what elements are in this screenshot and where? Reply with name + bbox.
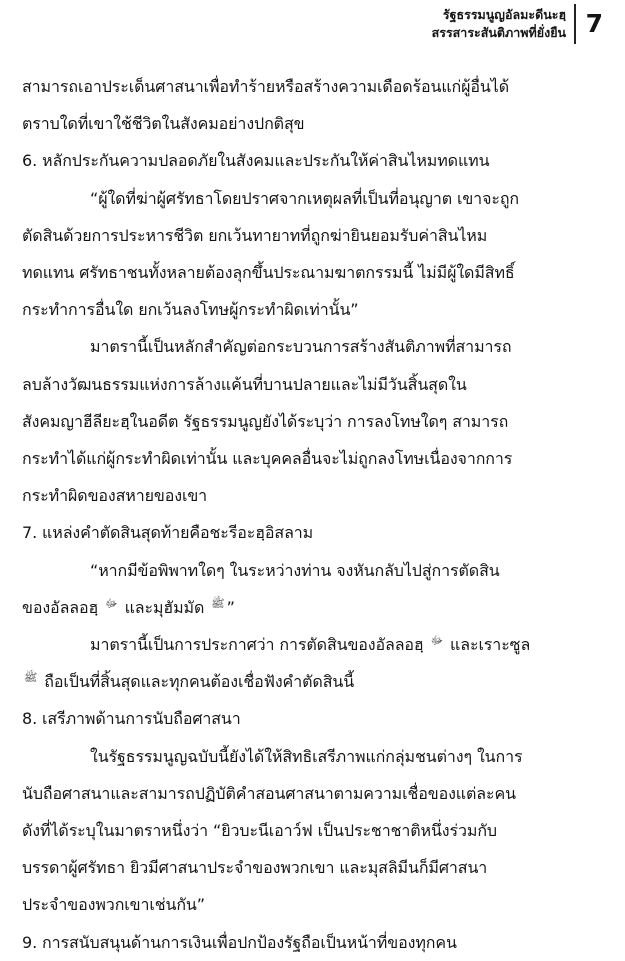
quote-line: ทดแทน ศรัทธาชนทั้งหลายต้องลุกขึ้นประณามฆาตกรรมนี้ ไม่มีผู้ใดมีสิทธิ์ <box>22 263 515 283</box>
header-line-1: รัฐธรรมนูญอัลมะดีนะฮฺ <box>442 7 567 22</box>
header-line-2: สรรสาระสันติภาพที่ยั่งยืน <box>431 25 567 40</box>
paragraph-line: กระทำผิดของสหายของเขา <box>22 486 208 506</box>
paragraph-line: กระทำได้แก่ผู้กระทำผิดเท่านั้น และบุคคลอื่นจะไม่ถูกลงโทษเนื่องจากการ <box>22 449 513 469</box>
paragraph-text: ถือเป็นที่สิ้นสุดและทุกคนต้องเชื่อฟังคำตัดสินนี้ <box>44 672 355 692</box>
paragraph-line: สังคมญาฮีลียะฮฺในอดีต รัฐธรรมนูญยังได้ระบุว่า การลงโทษใดๆ สามารถ <box>22 411 509 431</box>
section-heading-6: 6. หลักประกันความปลอดภัยในสังคมและประกันให้ค่าสินไหมทดแทน <box>22 151 490 171</box>
paragraph-line: บรรดาผู้ศรัทธา ยิวมีศาสนาประจำของพวกเขา และมุสลิมีนก็มีศาสนา <box>22 858 488 878</box>
quote-text: ของอัลลอฮฺ <box>22 597 99 617</box>
honorific-saw-icon: ﷺ <box>24 671 38 685</box>
page-body <box>22 68 603 961</box>
paragraph-line: ตราบใดที่เขาใช้ชีวิตในสังคมอย่างปกติสุข <box>22 114 305 134</box>
quote-line: “หากมีข้อพิพาทใดๆ ในระหว่างท่าน จงหันกลับไปสู่การตัดสิน <box>90 560 500 580</box>
quote-line: “ผู้ใดที่ฆ่าผู้ศรัทธาโดยปราศจากเหตุผลที่เป็นที่อนุญาต เขาจะถูก <box>90 188 520 208</box>
paragraph-text: มาตรานี้เป็นการประกาศว่า การตัดสินของอัลลอฮฺ <box>90 635 424 655</box>
running-header <box>432 4 603 44</box>
section-heading-7: 7. แหล่งคำตัดสินสุดท้ายคือชะรีอะฮฺอิสลาม <box>22 523 314 543</box>
quote-close: ” <box>226 597 235 617</box>
paragraph-text: และเราะซูล <box>450 635 531 655</box>
paragraph-line: ประจำของพวกเขาเช่นกัน” <box>22 895 205 915</box>
quote-line: กระทำการอื่นใด ยกเว้นลงโทษผู้กระทำผิดเท่านั้น” <box>22 300 359 320</box>
paragraph-line <box>22 663 603 700</box>
paragraph-line: นับถือศาสนาและสามารถปฏิบัติคำสอนศาสนาตามความเชื่อของแต่ละคน <box>22 783 516 803</box>
paragraph-line: ดังที่ได้ระบุในมาตราหนึ่งว่า “ยิวบะนีเอาว์ฟ เป็นประชาชาติหนึ่งร่วมกับ <box>22 821 497 841</box>
paragraph-line <box>22 626 603 663</box>
header-title <box>432 4 574 44</box>
honorific-swt-icon: ﷻ <box>430 634 444 648</box>
quote-line <box>22 589 603 626</box>
quote-line: ตัดสินด้วยการประหารชีวิต ยกเว้นทายาทที่ถูกฆ่ายินยอมรับค่าสินไหม <box>22 225 488 245</box>
section-heading-8: 8. เสรีภาพด้านการนับถือศาสนา <box>22 709 241 729</box>
honorific-saw-icon: ﷺ <box>211 596 225 610</box>
section-heading-9: 9. การสนับสนุนด้านการเงินเพื่อปกป้องรัฐถือเป็นหน้าที่ของทุกคน <box>22 932 457 952</box>
page-number: 7 <box>585 9 603 38</box>
quote-text: และมุฮัมมัด <box>124 597 205 617</box>
paragraph-line: สามารถเอาประเด็นศาสนาเพื่อทำร้ายหรือสร้างความเดือดร้อนแก่ผู้อื่นได้ <box>22 77 509 96</box>
paragraph-line: ในรัฐธรรมนูญฉบับนี้ยังได้ให้สิทธิเสรีภาพแก่กลุ่มชนต่างๆ ในการ <box>90 746 523 766</box>
honorific-swt-icon: ﷻ <box>105 596 118 610</box>
paragraph-line: มาตรานี้เป็นหลักสำคัญต่อกระบวนการสร้างสันติภาพที่สามารถ <box>90 337 512 357</box>
paragraph-line: ลบล้างวัฒนธรรมแห่งการล้างแค้นที่บานปลายและไม่มีวันสิ้นสุดใน <box>22 374 467 394</box>
